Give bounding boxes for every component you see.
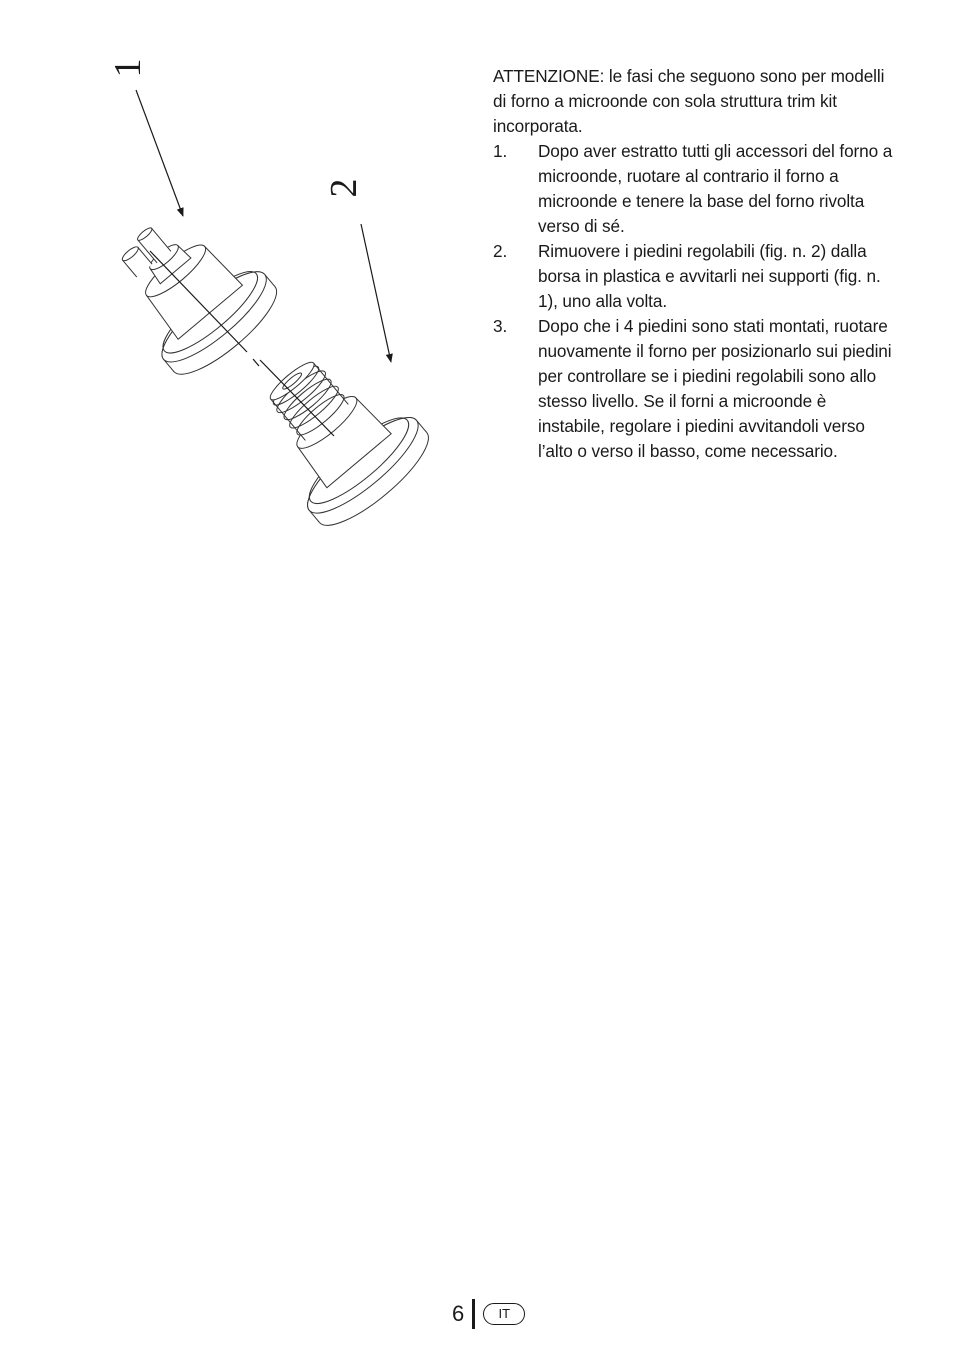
leader-arrow-2 [361,224,391,362]
language-badge: IT [483,1303,525,1325]
callout-label-2: 2 [323,178,365,198]
adjustable-foot-part-2 [234,331,440,539]
warning-intro: ATTENZIONE: le fasi che seguono sono per modelli di forno a microonde con sola struttura trim kit incorporata. [493,66,885,136]
feet-assembly-illustration [95,50,445,540]
step-number: 2. [493,241,508,261]
step-item [493,314,893,464]
step-item [493,239,893,314]
step-text: Dopo che i 4 piedini sono stati montati, ruotare nuovamente il forno per posizionarlo sui piedini per controllare se i piedini regolabili sono allo stesso livello. Se il forni a microonde è instabile, regolare i piedini avvitandoli verso l’alto o verso il basso, come necessario. [538,316,892,461]
instructions-text [493,64,893,464]
page-number: 6 [452,1301,465,1326]
leader-arrow-1 [136,90,183,216]
footer-divider [472,1299,475,1329]
support-part-1 [95,189,288,386]
step-number: 1. [493,141,508,161]
callout-label-1: 1 [107,58,149,78]
step-item [493,139,893,239]
step-text: Dopo aver estratto tutti gli accessori del forno a microonde, ruotare al contrario il forno a microonde e tenere la base del forno rivolta verso di sé. [538,141,893,236]
page-footer [452,1297,525,1331]
step-number: 3. [493,316,508,336]
step-text: Rimuovere i piedini regolabili (fig. n. 2) dalla borsa in plastica e avvitarli nei supporti (fig. n. 1), uno alla volta. [538,241,881,311]
